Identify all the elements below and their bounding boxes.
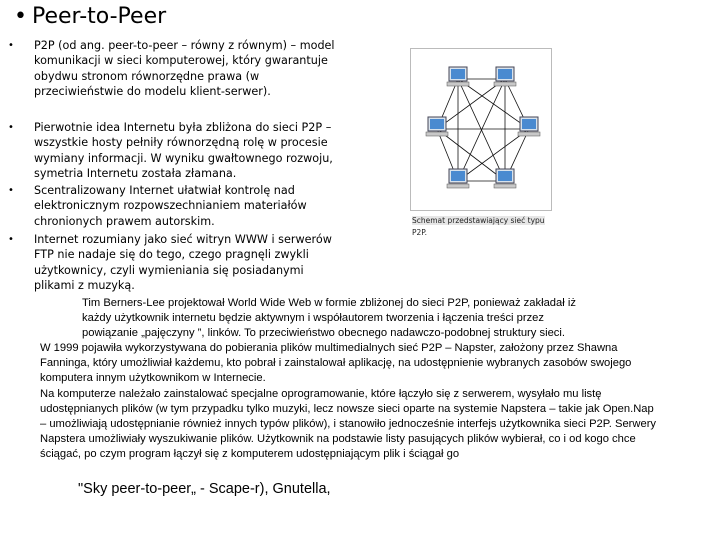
paragraph-line: Fanninga, który umożliwiał każdemu, kto pobrał i zainstalował aplikację, na udostępnienie wybranych zasobów swojego	[40, 357, 632, 370]
computer-icon	[494, 169, 516, 188]
paragraph-line: powiązanie „pajęczyny ”, linków. To przeciwieństwo obecnego nadawczo-podobnej struktury sieci.	[82, 327, 565, 340]
bullet-marker: •	[8, 185, 14, 196]
computer-icon	[447, 169, 469, 188]
p2p-network-illustration	[411, 49, 551, 210]
paragraph-block	[40, 296, 710, 462]
diagram-caption	[412, 215, 552, 239]
paragraph-line: ściągać, po czym program łączył się z komputerem udostępniającym plik i ściągał go	[40, 447, 460, 460]
diagram-frame	[410, 48, 552, 211]
paragraph-line: Na komputerze należało zainstalować specjalne oprogramowanie, które łączyło się z serwerem, wysyłało mu listę	[40, 387, 602, 400]
computer-icon	[447, 67, 469, 86]
paragraph-line: Napstera umożliwiały wyszukiwanie plików. Użytkownik na podstawie listy pasujących plików wybierał, co i od kogo chce	[40, 432, 636, 445]
paragraph-line: W 1999 pojawiła wykorzystywana do pobierania plików multimedialnych sieć P2P – Napster, założony przez Shawna	[40, 342, 618, 355]
computer-icon	[518, 117, 540, 136]
computer-icon	[494, 67, 516, 86]
bottom-text: "Sky peer-to-peer„ - Scape-r), Gnutella,	[78, 481, 331, 497]
bullet-text: P2P (od ang. peer-to-peer – równy z równym) – model komunikacji w sieci komputerowej, który gwarantuje obydwu stronom równorzędne prawa (w przeciwieństwie do modelu klient-serwer).	[34, 39, 335, 98]
bullet-text: Scentralizowany Internet ułatwiał kontrolę nad elektronicznym rozpowszechnianiem materiałów chronionych prawem autorskim.	[34, 184, 307, 228]
paragraph-line: udostępnianych plików (w tym przypadku tylko muzyki, lecz nowsze sieci oparte na systemie Napstera – takie jak Open.Nap	[40, 402, 654, 415]
slide-title	[14, 4, 166, 29]
p2p-diagram	[410, 48, 552, 236]
diagram-caption-line1: Schemat przedstawiający sieć typu	[412, 216, 545, 225]
network-links	[437, 79, 529, 181]
title-bullet: •	[14, 4, 27, 29]
paragraph-line: Tim Berners-Lee projektował World Wide Web w formie zbliżonej do sieci P2P, ponieważ zakładał iż	[82, 297, 576, 309]
bullet-text: Internet rozumiany jako sieć witryn WWW i serwerów FTP nie nadaje się do tego, czego pragnęli zwykli użytkownicy, czyli wymieniania się posiadanymi plikami z muzyką.	[34, 233, 332, 292]
bullet-marker: •	[8, 40, 14, 51]
bullet-marker: •	[8, 122, 14, 133]
bullet-marker: •	[8, 234, 14, 245]
paragraph-line: każdy użytkownik internetu będzie aktywnym i współautorem tworzenia i łączenia treści przez	[82, 312, 544, 325]
diagram-caption-line2: P2P.	[412, 228, 428, 237]
slide-title-text: Peer-to-Peer	[32, 4, 167, 29]
computer-icon	[426, 117, 448, 136]
paragraph-line: komputera innym użytkownikom w Internecie.	[40, 372, 266, 385]
paragraph-line: – umożliwiają udostępnianie również innych typów plików), i stanowiło jednocześnie interfejs użytkownika sieci P2P. Serwery	[40, 417, 657, 430]
bullet-text: Pierwotnie idea Internetu była zbliżona do sieci P2P – wszystkie hosty pełniły równorzędną rolę w procesie wymiany informacji. W wyniku gwałtownego rozwoju, symetria Internetu została złamana.	[34, 121, 333, 180]
